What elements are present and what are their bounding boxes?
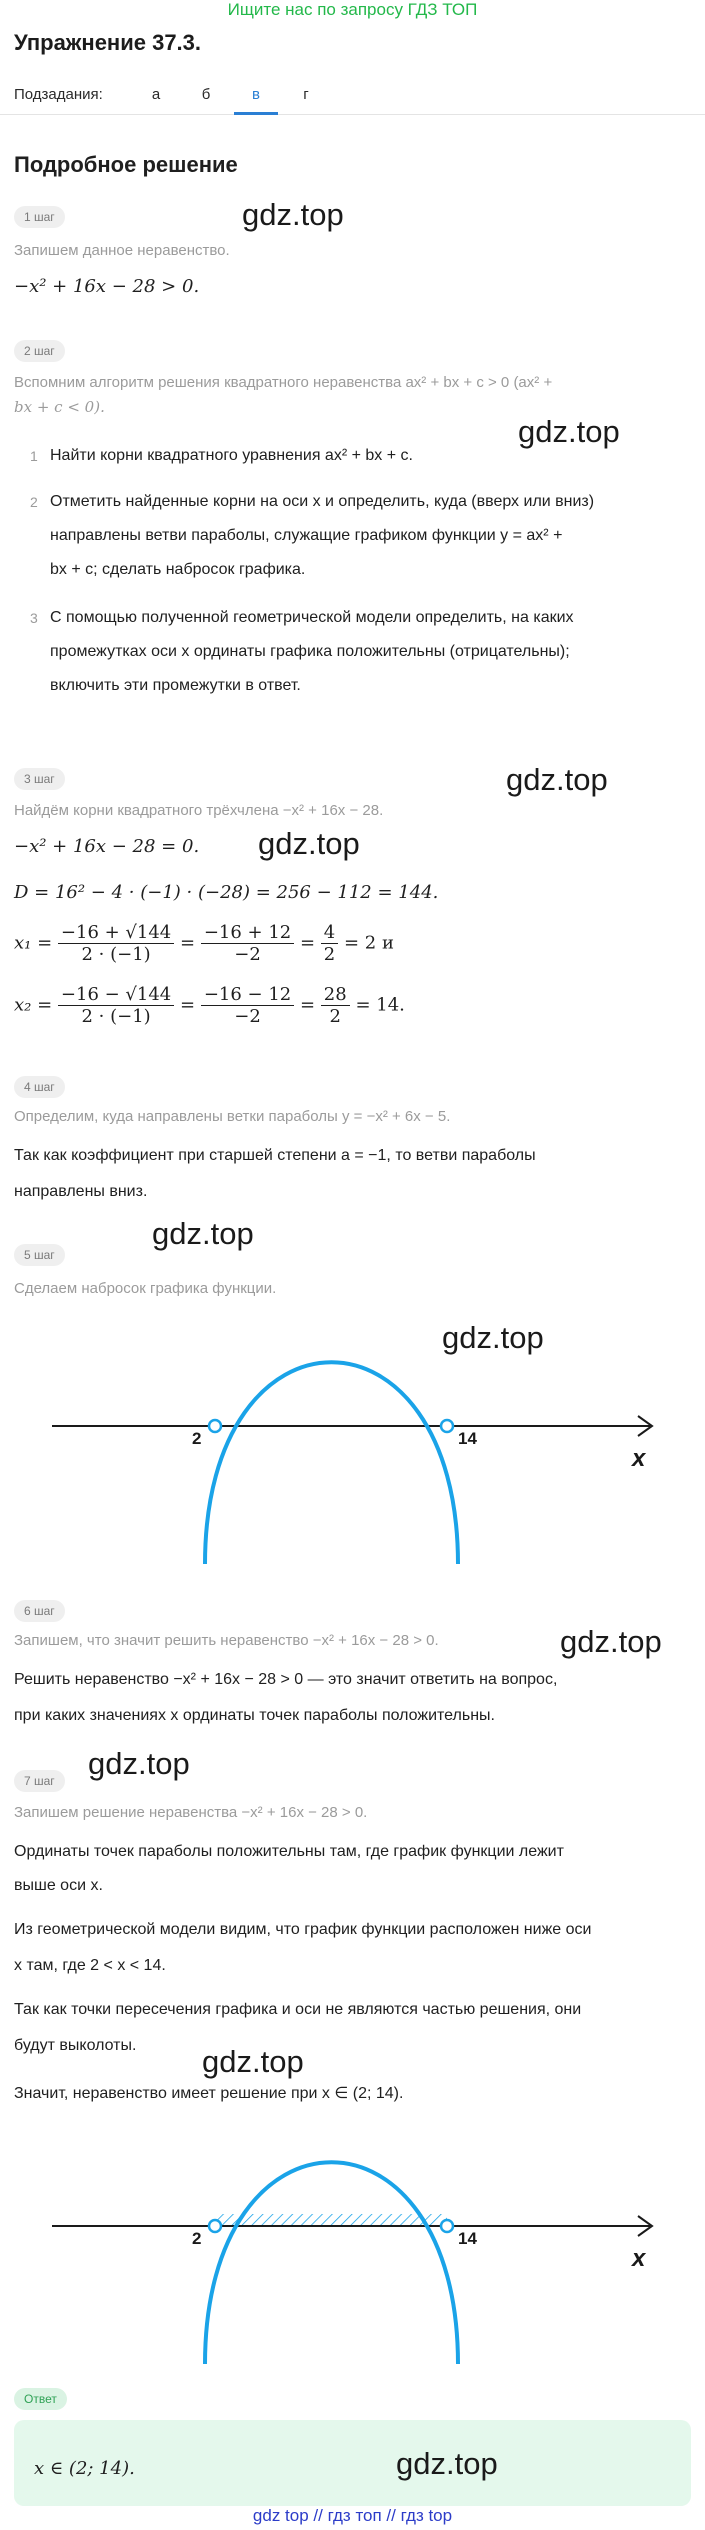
axis-label-x: x (632, 1445, 646, 1472)
list-item: включить эти промежутки в ответ. (50, 677, 301, 694)
watermark: gdz.top (506, 762, 608, 797)
subtasks-label: Подзадания: (14, 86, 103, 103)
parabola-sketch (0, 1330, 705, 1570)
x2-lhs: x₂ = (14, 994, 53, 1016)
step-badge: 2 шаг (14, 340, 65, 362)
root-label-left: 2 (192, 2229, 202, 2248)
watermark: gdz.top (152, 1216, 254, 1251)
step3-intro: Найдём корни квадратного трёхчлена −x² + 16x − 28. (14, 802, 384, 819)
subtask-tab-g[interactable]: г (303, 86, 309, 103)
step7-p3b: будут выколоты. (14, 2037, 137, 2054)
watermark: gdz.top (258, 826, 360, 861)
subtask-tab-a[interactable]: а (151, 86, 161, 103)
solution-interval-hatch (215, 2214, 447, 2226)
list-item: Найти корни квадратного уравнения ax² + bx + c. (50, 447, 413, 464)
step7-conclusion: Значит, неравенство имеет решение при x ∈ (2; 14). (14, 2085, 404, 2102)
parabola-curve (205, 2162, 458, 2364)
subtask-tab-v[interactable]: в (252, 86, 260, 103)
list-item: направлены ветви параболы, служащие графиком функции y = ax² + (50, 527, 563, 544)
step7-intro: Запишем решение неравенства −x² + 16x − 28 > 0. (14, 1804, 368, 1821)
answer-text: x ∈ (2; 14). (34, 2458, 135, 2479)
x1-tail: = 2 и (343, 932, 394, 954)
punctured-root-point (209, 1420, 221, 1432)
step4-intro: Определим, куда направлены ветки параболы y = −x² + 6x − 5. (14, 1108, 451, 1125)
punctured-root-point (209, 2220, 221, 2232)
list-number: 2 (30, 494, 38, 510)
punctured-root-point (441, 1420, 453, 1432)
active-tab-indicator (234, 112, 278, 115)
step-badge: 5 шаг (14, 1244, 65, 1266)
solution-heading: Подробное решение (14, 152, 238, 177)
root-x1: x₁ = $\frac{-16 + √144}{2 \cdot (-1)}$ = $\frac{-16 + 12}{-2}$ = $\frac{4}{2}$ = 2 и (14, 922, 394, 965)
list-item: промежутках оси x ординаты графика положительны (отрицательны); (50, 643, 570, 660)
step-badge: 4 шаг (14, 1076, 65, 1098)
parabola-solution-sketch (0, 2130, 705, 2370)
root-label-right: 14 (458, 1429, 477, 1448)
step6-line1: Решить неравенство −x² + 16x − 28 > 0 — это значит ответить на вопрос, (14, 1671, 558, 1688)
step3-eq2: D = 16² − 4 · (−1) · (−28) = 256 − 112 = 144. (14, 882, 439, 903)
step7-p2a: Из геометрической модели видим, что график функции расположен ниже оси (14, 1921, 592, 1938)
fraction: $\frac{-16 - 12}{-2}$ (201, 984, 294, 1027)
x1-lhs: x₁ = (14, 932, 53, 954)
fraction: $\frac{-16 + √144}{2 \cdot (-1)}$ (58, 922, 174, 965)
watermark: gdz.top (442, 1320, 544, 1355)
step2-intro-b: bx + c < 0). (14, 398, 105, 416)
subtask-tab-b[interactable]: б (201, 86, 211, 103)
step3-eq1: −x² + 16x − 28 = 0. (14, 836, 200, 857)
root-label-left: 2 (192, 1429, 202, 1448)
root-x2: x₂ = $\frac{-16 - √144}{2 \cdot (-1)}$ = $\frac{-16 - 12}{-2}$ = $\frac{28}{2}$ = 14. (14, 984, 405, 1027)
list-number: 1 (30, 448, 38, 464)
step2-intro-a: Вспомним алгоритм решения квадратного неравенства ax² + bx + c > 0 (ax² + (14, 374, 553, 391)
step4-line2: направлены вниз. (14, 1183, 148, 1200)
fraction: $\frac{-16 + 12}{-2}$ (201, 922, 294, 965)
root-label-right: 14 (458, 2229, 477, 2248)
step7-p2b: x там, где 2 < x < 14. (14, 1957, 166, 1974)
fraction: $\frac{28}{2}$ (321, 984, 350, 1027)
footer-links[interactable]: gdz top // гдз топ // гдз top (252, 2506, 453, 2525)
step7-p3a: Так как точки пересечения графика и оси не являются частью решения, они (14, 2001, 582, 2018)
punctured-root-point (441, 2220, 453, 2232)
step5-intro: Сделаем набросок графика функции. (14, 1280, 277, 1297)
step-badge: 7 шаг (14, 1770, 65, 1792)
watermark: gdz.top (560, 1624, 662, 1659)
step1-inequality: −x² + 16x − 28 > 0. (14, 276, 200, 297)
parabola-curve (205, 1362, 458, 1564)
watermark: gdz.top (242, 197, 344, 232)
step-badge: 3 шаг (14, 768, 65, 790)
step-badge: 6 шаг (14, 1600, 65, 1622)
step6-intro: Запишем, что значит решить неравенство −x² + 16x − 28 > 0. (14, 1632, 439, 1649)
step4-line1: Так как коэффициент при старшей степени a = −1, то ветви параболы (14, 1147, 536, 1164)
list-number: 3 (30, 610, 38, 626)
step1-intro: Запишем данное неравенство. (14, 242, 230, 259)
step7-p1b: выше оси x. (14, 1877, 103, 1894)
page-title: Упражнение 37.3. (14, 30, 202, 55)
list-item: bx + c; сделать набросок графика. (50, 561, 306, 578)
fraction: $\frac{-16 - √144}{2 \cdot (-1)}$ (58, 984, 174, 1027)
answer-badge: Ответ (14, 2388, 67, 2410)
fraction: $\frac{4}{2}$ (321, 922, 338, 965)
axis-label-x: x (632, 2245, 646, 2272)
watermark: gdz.top (396, 2446, 498, 2481)
x2-tail: = 14. (355, 994, 405, 1016)
watermark: gdz.top (202, 2044, 304, 2079)
step-badge: 1 шаг (14, 206, 65, 228)
watermark: gdz.top (518, 414, 620, 449)
watermark: gdz.top (88, 1746, 190, 1781)
tabs-divider (0, 114, 705, 115)
step7-p1a: Ординаты точек параболы положительны там, где график функции лежит (14, 1843, 564, 1860)
step6-line2: при каких значениях x ординаты точек параболы положительны. (14, 1707, 495, 1724)
list-item: С помощью полученной геометрической модели определить, на каких (50, 609, 574, 626)
list-item: Отметить найденные корни на оси x и определить, куда (вверх или вниз) (50, 493, 595, 510)
search-banner: Ищите нас по запросу ГДЗ ТОП (227, 0, 478, 19)
